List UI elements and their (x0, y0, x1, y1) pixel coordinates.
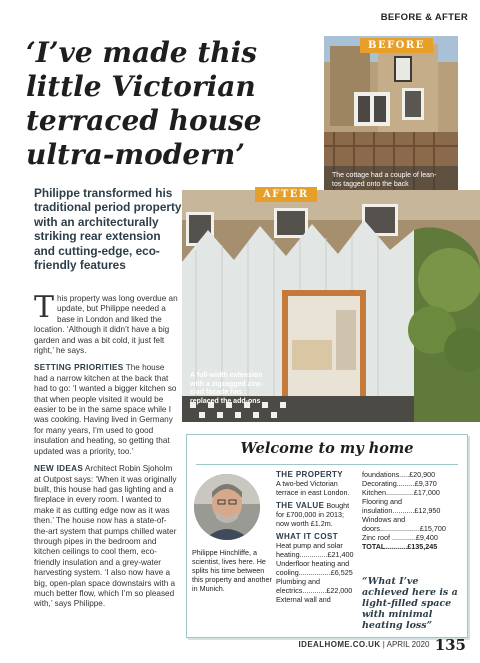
after-caption: A full-width extension with a zigzagged zinc-clad facade has replaced the add-ons (190, 372, 264, 405)
pull-quote: “What I’ve achieved here is a light-filled space with minimal heating loss” (362, 576, 458, 631)
para-setting-priorities: The house had a narrow kitchen at the back that had to go: ‘I wanted a bigger kitchen so that when people visited it would be easier to be in the same space while I was cooking. Having lived in Germany for many years, I’m used to good insulation and heating, so getting that updated was a priority, too.’ (34, 363, 177, 456)
page-footer (236, 636, 466, 654)
drop-cap: T (34, 290, 55, 325)
cost-line: electrics............£22,000 (276, 586, 353, 595)
cost-line: Kitchen..............£17,000 (362, 488, 440, 497)
headline: ‘I’ve made this little Victorian terraced house ultra-modern’ (26, 36, 262, 171)
footer-site: IDEALHOME.CO.UK (298, 640, 381, 649)
kicker-new-ideas: NEW IDEAS (34, 464, 84, 474)
cost-line: heating..............£21,400 (276, 550, 354, 559)
cost-line: Heat pump and solar (276, 541, 343, 550)
cost-line: cooling................£6,525 (276, 568, 353, 577)
cost-heading: WHAT IT COST (276, 532, 338, 541)
cost-line: Flooring and (362, 497, 402, 506)
value-block (276, 501, 356, 528)
body-text (34, 290, 178, 617)
cost-line: foundations.....£20,900 (362, 470, 436, 479)
property-heading: THE PROPERTY (276, 470, 344, 479)
value-text: Bought for £700,000 in 2013; now worth £1.2m. (276, 501, 350, 528)
paragraph-new-ideas (34, 464, 178, 610)
para-new-ideas: Architect Robin Sjoholm at Outpost says: ‘When it was originally built, this house had gas lighting and a fireplace in every room. I wanted to make it as cutting edge now as it was then.’ The house now has a state-of-the-art system that pumps chilled water through pipes in the bedroom and kitchen ceilings to cool them, eco-friendly insulation and a grey-water harvesting system. ‘I also now have a big, open-plan space downstairs with a much better flow, which I’m so pleased with,’ says Philippe. (34, 464, 177, 609)
property-text: A two-bed Victorian terrace in east London. (276, 479, 350, 497)
portrait-photo (194, 474, 260, 540)
cost-line: doors....................£15,700 (362, 524, 446, 533)
cost-line: Plumbing and (276, 577, 320, 586)
intro-text: his property was long overdue an update, but Philippe needed a base in London and liked the location. ‘Although it didn’t have a big garden and was a bit cold, it just felt right,’ he says. (34, 294, 178, 356)
welcome-title: Welcome to my home (240, 440, 414, 457)
kicker-setting-priorities: SETTING PRIORITIES (34, 363, 124, 373)
cost-line: Zinc roof ............£9,400 (362, 533, 438, 542)
facts-column (276, 470, 356, 604)
after-tag: AFTER (255, 187, 317, 202)
cost-line: Windows and (362, 515, 406, 524)
paragraph-setting-priorities (34, 363, 178, 457)
cost-line: Decorating.........£9,370 (362, 479, 437, 488)
value-heading: THE VALUE (276, 501, 325, 510)
cost-column (362, 470, 462, 551)
before-tag: BEFORE (360, 38, 433, 53)
intro-paragraph (34, 290, 178, 356)
welcome-divider (196, 464, 458, 465)
section-label: BEFORE & AFTER (380, 12, 468, 23)
standfirst: Philippe transformed his traditional period property with an architecturally striking rear extension and cutting-edge, eco-friendly features (34, 186, 182, 273)
footer-issue: | APRIL 2020 (382, 640, 430, 649)
cost-line: insulation...........£12,950 (362, 506, 441, 515)
portrait-caption: Philippe Hinchliffe, a scientist, lives here. He splits his time between this property and another in Munich. (192, 548, 272, 593)
before-caption: The cottage had a couple of lean-tos tagged onto the back (332, 172, 437, 188)
cost-line: External wall and (276, 595, 331, 604)
cost-total: TOTAL...........£135,245 (362, 542, 438, 551)
portrait-illustration (194, 474, 260, 540)
page-number: 135 (434, 636, 466, 654)
cost-line: Underfloor heating and (276, 559, 350, 568)
